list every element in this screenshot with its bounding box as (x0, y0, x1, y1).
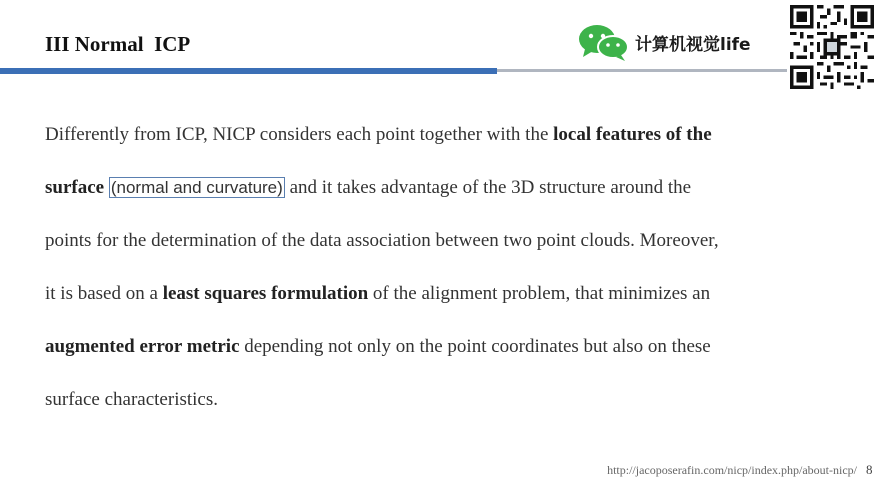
qr-code-icon (790, 5, 874, 89)
bold-term-error-metric: augmented error metric (45, 336, 240, 357)
wechat-icon (577, 22, 631, 62)
text-span: and it takes advantage of the 3D structure around the (284, 177, 692, 198)
text-span: it is based on a (45, 283, 163, 304)
bold-term-local-features: local features of the (553, 124, 712, 145)
text-span: depending not only on the point coordinates but also on these (239, 336, 711, 357)
paragraph-line-6: surface characteristics. (45, 389, 219, 410)
highlighted-phrase: (normal and curvature) (110, 178, 283, 197)
paragraph-line-1 (45, 116, 845, 169)
title-divider (497, 69, 787, 72)
bold-term-surface: surface (45, 177, 105, 198)
footer-link[interactable]: http://jacoposerafin.com/nicp/index.php/about-nicp/ (607, 463, 857, 477)
paragraph-line-3: points for the determination of the data association between two point clouds. Moreover, (45, 230, 719, 251)
title-accent-bar (0, 68, 497, 74)
paragraph-line-5 (45, 328, 845, 381)
text-span: of the alignment problem, that minimizes an (368, 283, 711, 304)
text-span: Differently from ICP, NICP considers each point together with the (45, 124, 554, 145)
page-number: 8 (866, 462, 873, 477)
bold-term-least-squares: least squares formulation (162, 283, 369, 304)
brand-name: 计算机视觉life (635, 34, 751, 55)
paragraph-line-4 (45, 275, 845, 328)
brand-logo (577, 22, 751, 62)
body-paragraph (45, 116, 845, 434)
paragraph-line-2 (45, 169, 845, 222)
slide-title: III Normal ICP (45, 32, 191, 56)
